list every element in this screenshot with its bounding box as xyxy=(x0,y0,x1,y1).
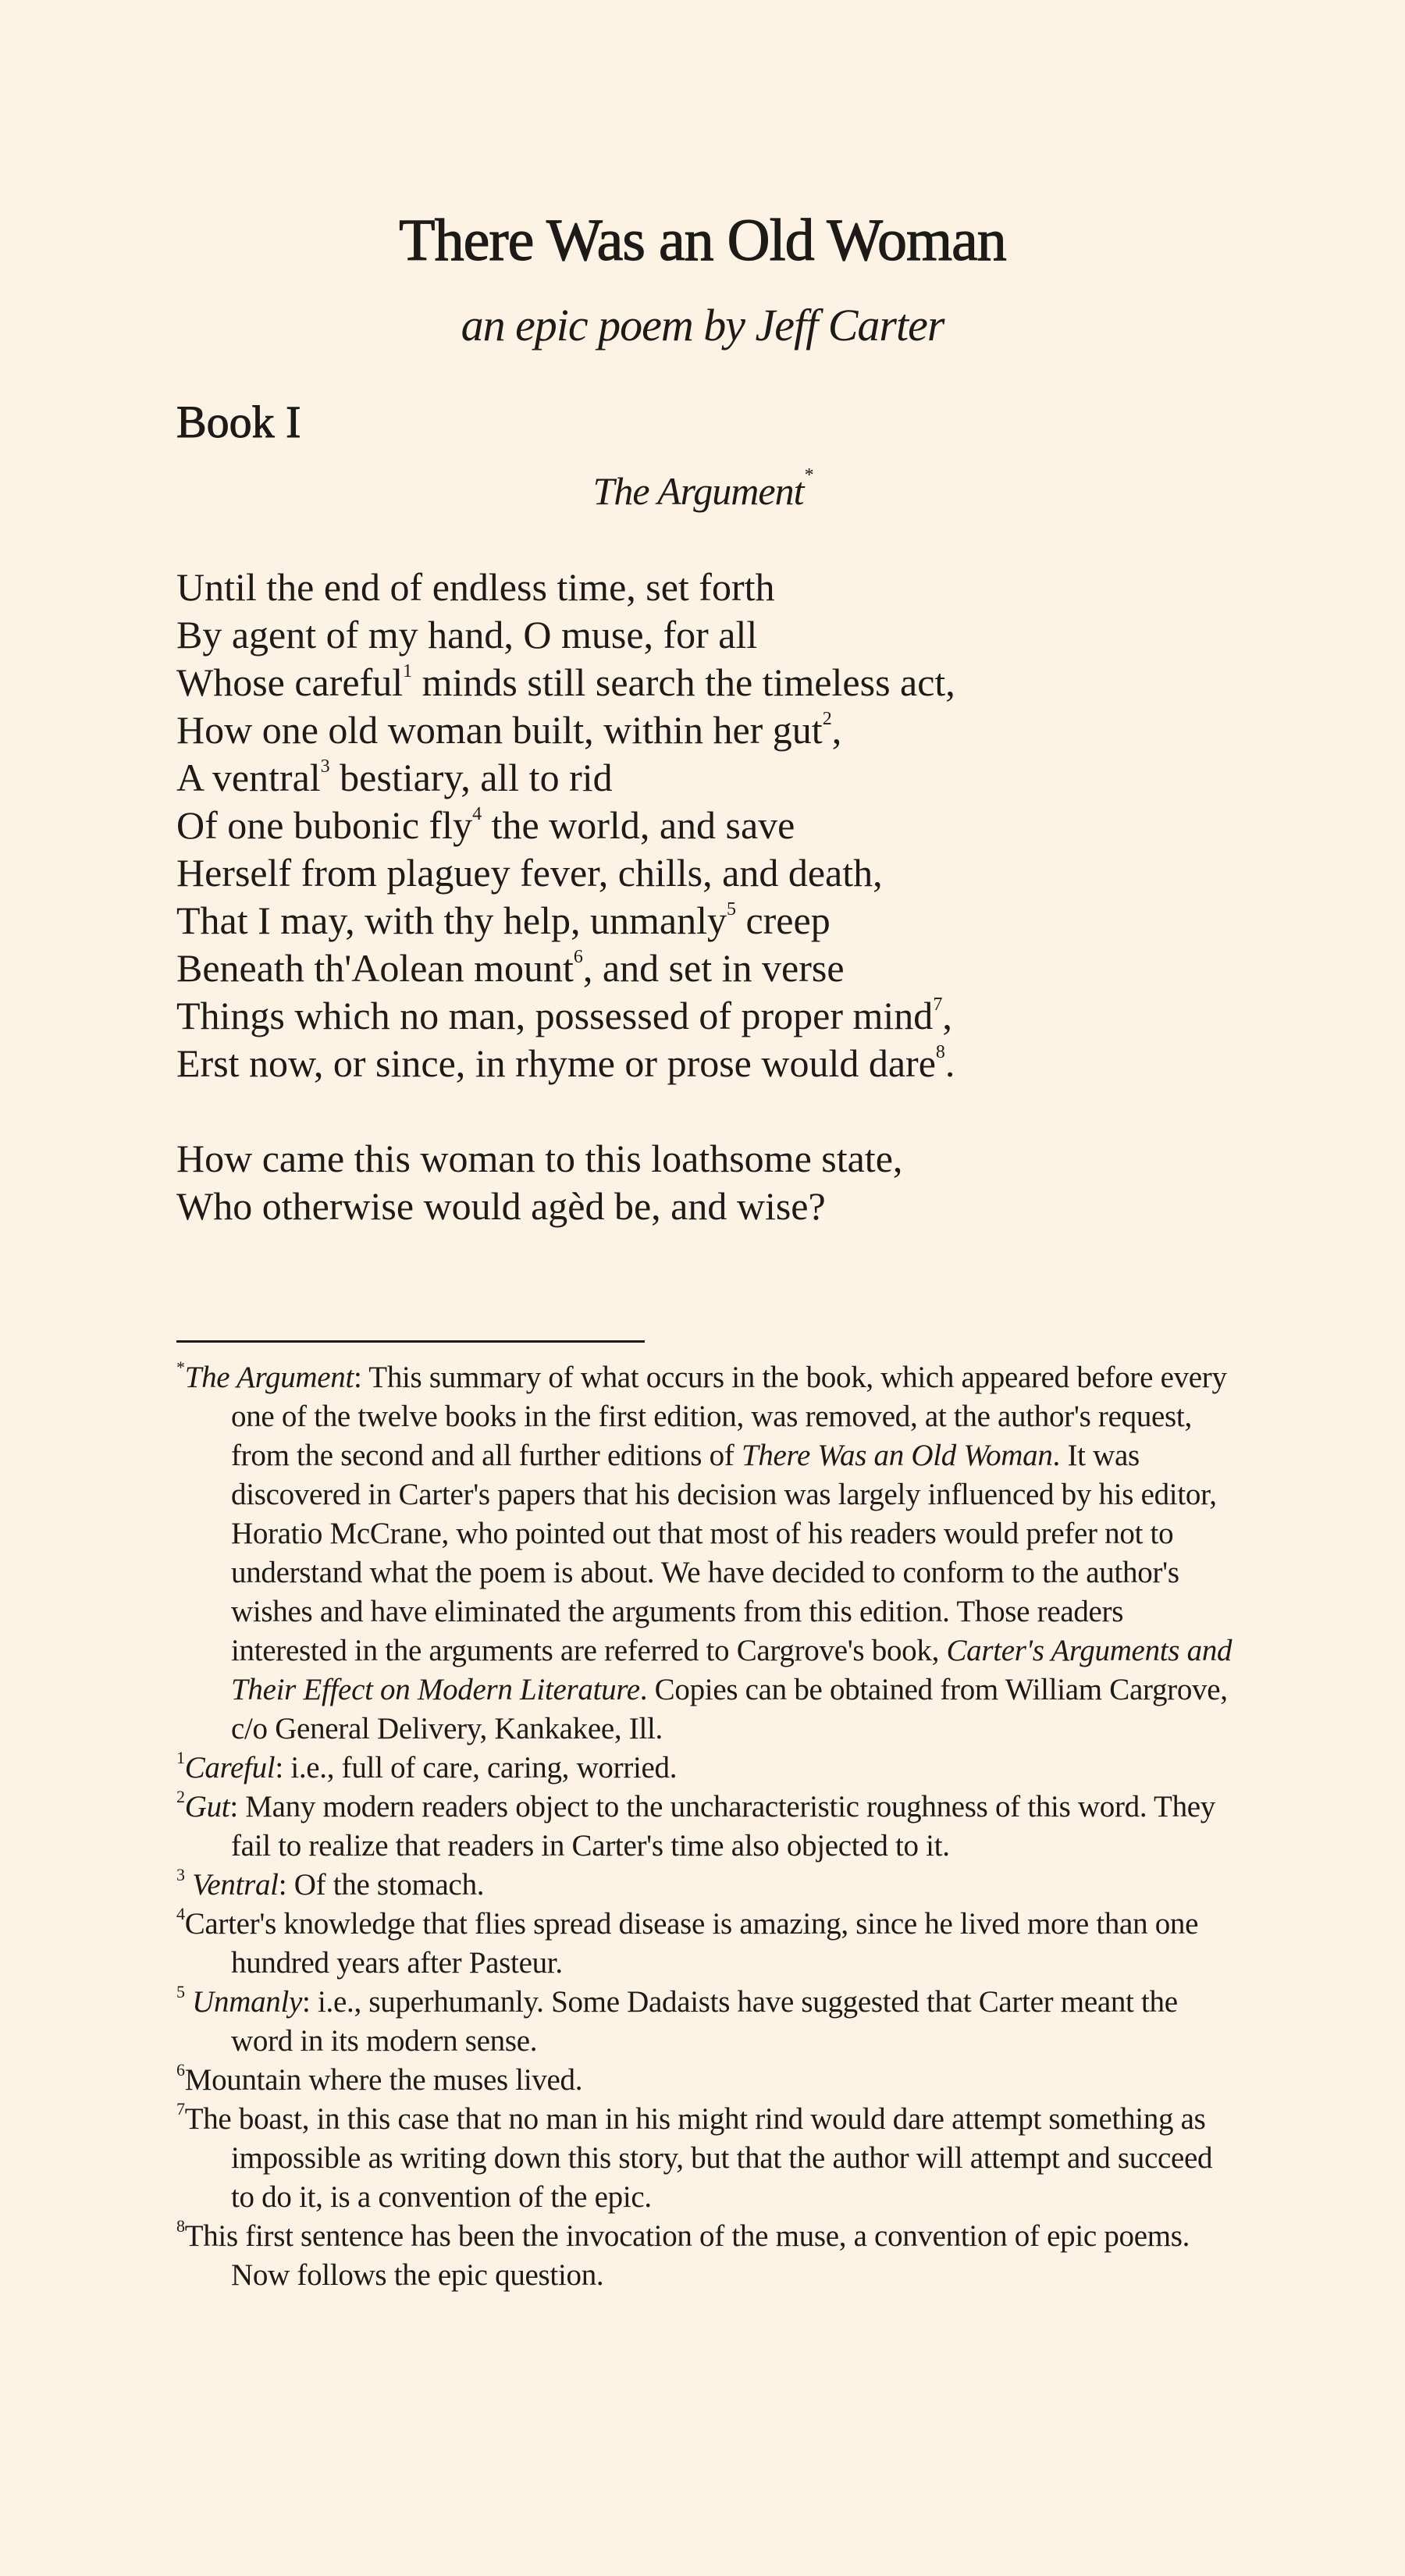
text-run: How came this woman to this loathsome state, xyxy=(176,1137,903,1180)
footnote xyxy=(176,1983,1238,2061)
text-run: : i.e., superhumanly. Some Dadaists have suggested that Carter meant the word in its modern sense. xyxy=(231,1985,1178,2058)
footnote-divider xyxy=(176,1340,645,1343)
argument-heading xyxy=(0,465,1405,513)
italic-text: Carter's Arguments and Their Effect on Modern Literature xyxy=(231,1634,1232,1706)
text-run: . xyxy=(944,1041,955,1085)
text-run: , and set in verse xyxy=(582,946,845,990)
poem-line xyxy=(176,659,1269,706)
book-heading: Book I xyxy=(176,397,301,447)
footnote-reference[interactable]: 4 xyxy=(472,804,482,824)
poem-line xyxy=(176,564,1269,611)
text-run: How one old woman built, within her gut xyxy=(176,708,823,752)
text-run: , xyxy=(942,994,952,1037)
text-run: This first sentence has been the invocation of the muse, a convention of epic poems. Now follows the epic question. xyxy=(184,2219,1190,2292)
text-run: Things which no man, possessed of proper mind xyxy=(176,994,934,1037)
footnote-reference[interactable]: 7 xyxy=(933,994,943,1015)
footnote-reference[interactable]: 1 xyxy=(403,661,413,681)
poem-line xyxy=(176,802,1269,849)
poem-body xyxy=(176,564,1269,1230)
poem-line xyxy=(176,1040,1269,1087)
text-run: A ventral xyxy=(176,756,321,799)
poem-line xyxy=(176,706,1269,754)
text-run: , xyxy=(831,708,842,752)
text-run: . It was discovered in Carter's papers that his decision was largely influenced by his editor, Horatio McCrane, who pointed out that most of his readers would prefer not to understand what the poem is about. We have decided to conform to the author's wishes and have eliminated the arguments from this edition. Those readers interested in the arguments are referred to Cargrove's book, xyxy=(231,1439,1217,1667)
text-run: minds still search the timeless act, xyxy=(412,660,955,704)
text-run: . Copies can be obtained from William Cargrove, c/o General Delivery, Kankakee, Ill. xyxy=(231,1673,1228,1745)
poem-line xyxy=(176,1183,1269,1230)
poem-line xyxy=(176,945,1269,992)
footnote-reference[interactable]: 2 xyxy=(176,1787,185,1806)
footnote xyxy=(176,2061,1238,2100)
footnote-reference[interactable]: 7 xyxy=(176,2099,185,2119)
footnote xyxy=(176,1358,1238,1749)
poem-line xyxy=(176,611,1269,659)
italic-text: Ventral xyxy=(192,1868,279,1902)
poem-line xyxy=(176,897,1269,945)
text-run: Whose careful xyxy=(176,660,404,704)
text-run: the world, and save xyxy=(482,803,795,847)
text-run: creep xyxy=(735,898,831,942)
footnote xyxy=(176,2217,1238,2295)
text-run: By agent of my hand, O muse, for all xyxy=(176,613,758,656)
text-run: Of one bubonic fly xyxy=(176,803,473,847)
text-run: Erst now, or since, in rhyme or prose would dare xyxy=(176,1041,936,1085)
poem-line xyxy=(176,754,1269,802)
italic-text: There Was an Old Woman xyxy=(741,1439,1053,1472)
text-run xyxy=(185,1985,192,2019)
text-run: Until the end of endless time, set forth xyxy=(176,565,775,609)
footnote-reference[interactable]: 3 xyxy=(320,756,330,777)
footnote-reference[interactable]: 6 xyxy=(176,2060,185,2080)
italic-text: Careful xyxy=(184,1751,276,1784)
argument-label: The Argument xyxy=(592,469,804,513)
text-run: : Many modern readers object to the uncharacteristic roughness of this word. They fail to realize that readers in Carter's time also objected to it. xyxy=(229,1790,1215,1863)
footnote xyxy=(176,1749,1238,1788)
italic-text: The Argument xyxy=(184,1361,354,1394)
footnote-reference[interactable]: 8 xyxy=(935,1042,945,1062)
footnote xyxy=(176,1866,1238,1905)
footnote-reference[interactable]: 2 xyxy=(822,709,832,729)
poem-subtitle: an epic poem by Jeff Carter xyxy=(461,300,944,350)
text-run xyxy=(185,1868,192,1902)
footnote xyxy=(176,2100,1238,2217)
italic-text: Unmanly xyxy=(192,1985,303,2019)
footnote-reference[interactable]: 5 xyxy=(726,899,736,920)
text-run: That I may, with thy help, unmanly xyxy=(176,898,727,942)
text-run: Beneath th'Aolean mount xyxy=(176,946,574,990)
footnote xyxy=(176,1905,1238,1983)
poem-title: There Was an Old Woman xyxy=(399,208,1006,273)
footnotes xyxy=(176,1358,1238,2295)
footnote-reference[interactable]: 4 xyxy=(176,1904,185,1923)
footnote-reference[interactable]: * xyxy=(176,1357,185,1377)
text-run: Carter's knowledge that flies spread disease is amazing, since he lived more than one hundred years after Pasteur. xyxy=(184,1907,1199,1980)
italic-text: Gut xyxy=(184,1790,230,1823)
footnote xyxy=(176,1788,1238,1866)
text-run: : This summary of what occurs in the book, which appeared before every one of the twelve books in the first edition, was removed, at the author's request, from the second and all further editions of xyxy=(231,1361,1227,1472)
text-run: The boast, in this case that no man in his might rind would dare attempt something as impossible as writing down this story, but that the author will attempt and succeed to do it, is a convention of the epic. xyxy=(184,2102,1213,2214)
poem-line xyxy=(176,1135,1269,1183)
text-run: Herself from plaguey fever, chills, and death, xyxy=(176,851,883,895)
argument-footnote-mark[interactable]: * xyxy=(803,465,813,486)
footnote-reference[interactable]: 5 xyxy=(176,1982,185,2001)
stanza-break xyxy=(176,1087,1269,1135)
poem-line xyxy=(176,849,1269,897)
text-run: bestiary, all to rid xyxy=(329,756,613,799)
footnote-reference[interactable]: 8 xyxy=(176,2216,185,2236)
footnote-reference[interactable]: 3 xyxy=(176,1865,185,1884)
text-run: Who otherwise would agèd be, and wise? xyxy=(176,1184,826,1228)
text-run: : i.e., full of care, caring, worried. xyxy=(275,1751,678,1784)
text-run: Mountain where the muses lived. xyxy=(184,2063,583,2097)
text-run: : Of the stomach. xyxy=(278,1868,485,1902)
poem-line xyxy=(176,992,1269,1040)
footnote-reference[interactable]: 1 xyxy=(176,1748,185,1767)
footnote-reference[interactable]: 6 xyxy=(573,947,583,967)
